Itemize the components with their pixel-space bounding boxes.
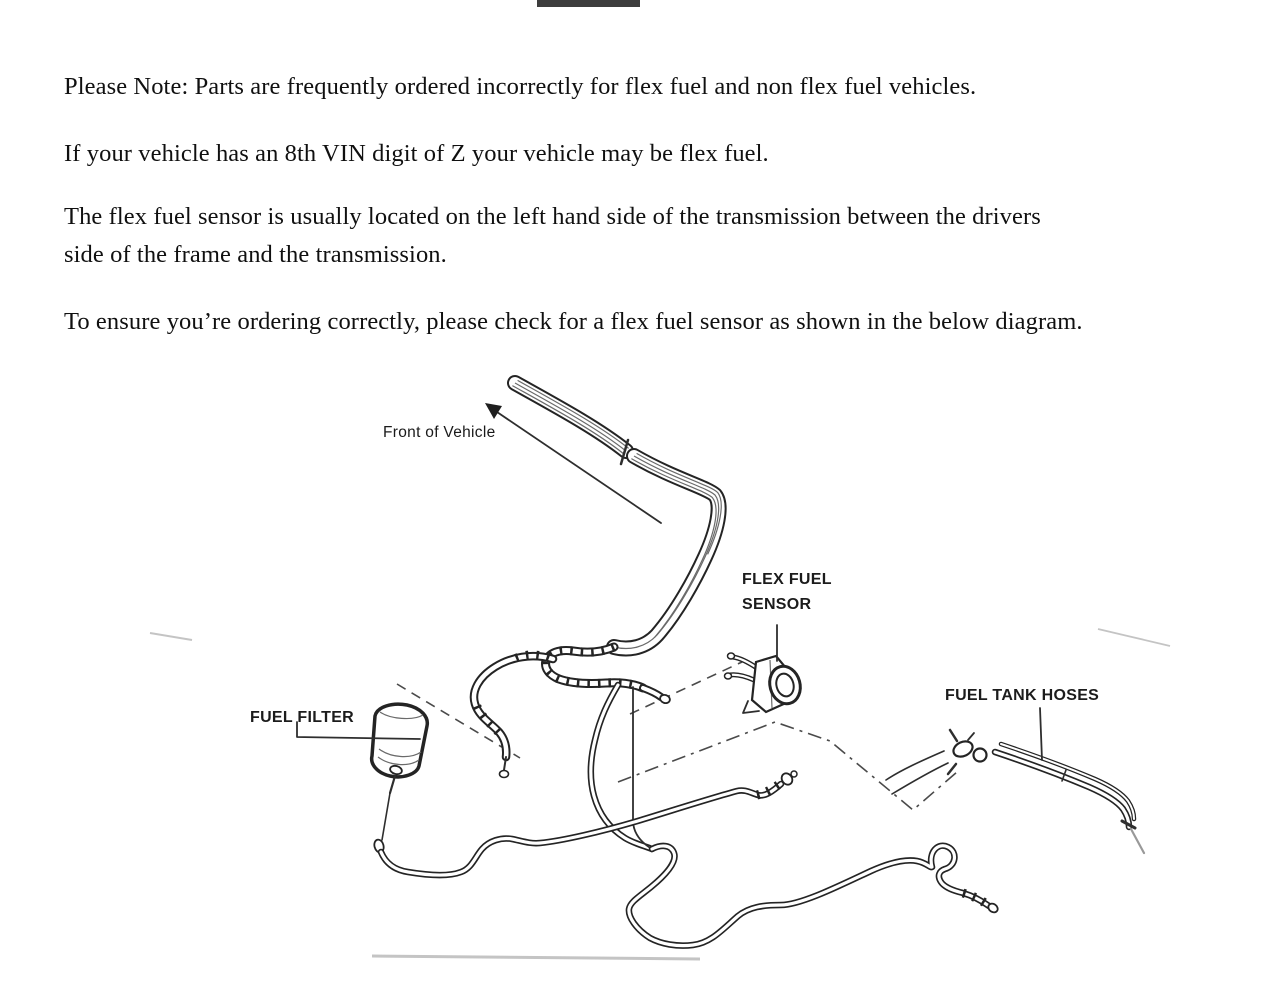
fuel-filter-drawing (372, 704, 797, 875)
fuel-tank-hoses-label: FUEL TANK HOSES (945, 687, 1100, 704)
sensor-location-line1: The flex fuel sensor is usually located on the left hand side of the transmission between the drivers (64, 203, 1041, 230)
main-fuel-line-bundle (512, 380, 721, 648)
center-hose-cluster (474, 647, 671, 778)
vin-paragraph: If your vehicle has an 8th VIN digit of Z your vehicle may be flex fuel. (64, 140, 769, 167)
flex-fuel-sensor-label (742, 567, 832, 617)
sensor-location-line2: side of the frame and the transmission. (64, 241, 447, 268)
bottom-fuel-line-run (629, 846, 999, 946)
front-of-vehicle-label: Front of Vehicle (383, 424, 496, 441)
fuel-tank-hoses-leader-line (1040, 708, 1042, 760)
ensure-paragraph: To ensure you’re ordering correctly, please check for a flex fuel sensor as shown in the below diagram. (64, 308, 1083, 335)
stray-marks (150, 629, 1170, 959)
flex-fuel-sensor-drawing (725, 653, 805, 713)
fuel-tank-hoses-drawing (886, 730, 1144, 853)
note-paragraph: Please Note: Parts are frequently ordered incorrectly for flex fuel and non flex fuel vehicles. (64, 73, 977, 100)
flex-fuel-sensor-label-line1: FLEX FUEL (742, 571, 832, 588)
flex-fuel-sensor-label-line2: SENSOR (742, 596, 812, 613)
fuel-filter-label: FUEL FILTER (250, 709, 355, 726)
